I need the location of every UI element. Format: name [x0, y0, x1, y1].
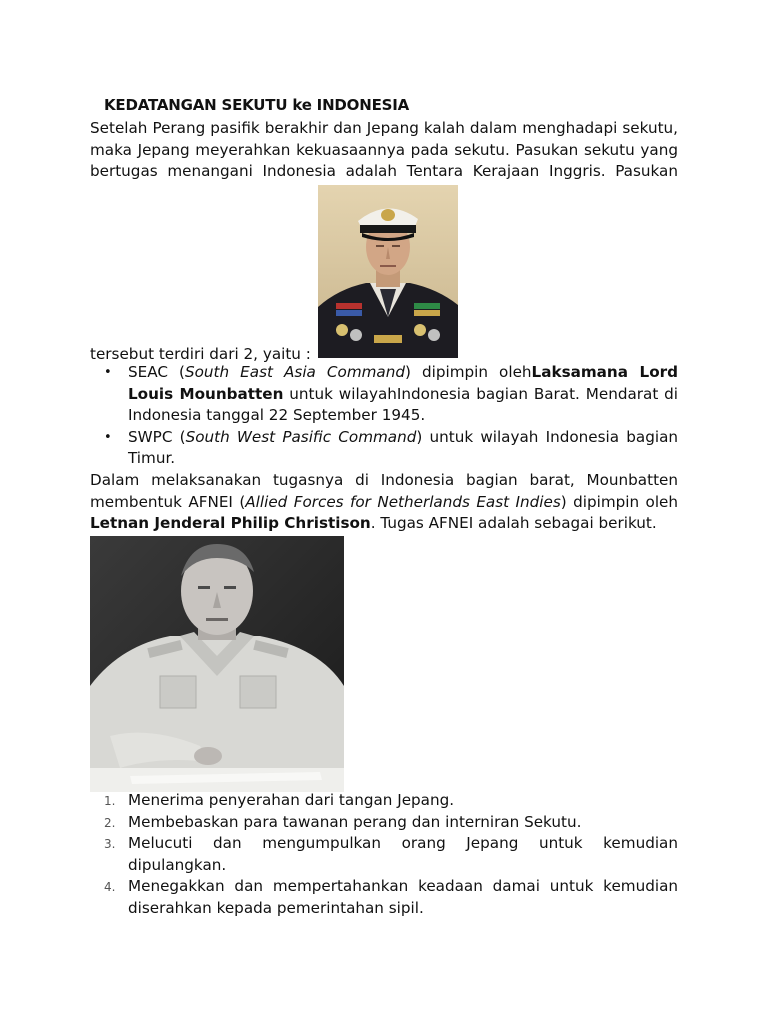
- seac-prefix: SEAC (: [128, 363, 185, 381]
- item-number: 1.: [104, 794, 116, 808]
- list-item: [90, 812, 678, 834]
- seac-italic: South East Asia Command: [184, 363, 405, 381]
- list-item: [90, 876, 678, 919]
- intro-paragraph: [90, 118, 678, 183]
- list-item: [90, 362, 678, 427]
- afnei-text-c: . Tugas AFNEI adalah sebagai berikut.: [370, 514, 657, 532]
- list-item: [90, 427, 678, 470]
- seac-suffix: untuk wilayahIndonesia bagian Barat. Mendarat di Indonesia tanggal 22 September 1945.: [128, 384, 679, 424]
- item-number: 2.: [104, 815, 116, 830]
- intro-line: maka Jepang meyerahkan kekuasaannya pada sekutu. Pasukan sekutu yang: [90, 140, 678, 159]
- document-title: KEDATANGAN SEKUTU ke INDONESIA: [104, 96, 410, 114]
- list-item: [90, 833, 678, 876]
- intro-line: Setelah Perang pasifik berakhir dan Jepang kalah dalam menghadapi sekutu,: [90, 119, 678, 137]
- task-text: Membebaskan para tawanan perang dan interniran Sekutu.: [128, 812, 582, 831]
- afnei-text-a: Dalam melaksanakan tugasnya di Indonesia bagian barat, Mounbatten membentuk AFNEI (: [90, 471, 678, 511]
- swpc-prefix: SWPC (: [128, 427, 186, 446]
- christison-photo: [90, 536, 344, 792]
- item-number: 4.: [104, 880, 116, 894]
- bullet-marker: •: [104, 429, 112, 445]
- intro-line: bertugas menangani Indonesia adalah Tentara Kerajaan Inggris. Pasukan: [90, 162, 678, 180]
- afnei-leader: Letnan Jenderal Philip Christison: [90, 514, 371, 532]
- task-text: Menerima penyerahan dari tangan Jepang.: [128, 791, 455, 809]
- afnei-text-b: ) dipimpin oleh: [560, 492, 679, 511]
- mountbatten-portrait: [318, 185, 458, 358]
- task-text: Menegakkan dan mempertahankan keadaan damai untuk kemudian diserahkan kepada pemerintahan sipil.: [128, 877, 678, 917]
- item-number: 3.: [104, 837, 116, 851]
- bullet-marker: •: [104, 365, 112, 380]
- afnei-paragraph: [90, 470, 678, 535]
- afnei-task-list: [90, 790, 678, 919]
- seac-mid: ) dipimpin oleh: [404, 363, 532, 381]
- list-item: [90, 790, 678, 812]
- swpc-suffix: ) untuk wilayah Indonesia bagian Timur.: [128, 427, 678, 467]
- afnei-italic: Allied Forces for Netherlands East Indies: [245, 492, 561, 511]
- intro-continuation: tersebut terdiri dari 2, yaitu :: [90, 345, 311, 363]
- seac-leader: Laksamana Lord Louis Mounbatten: [128, 363, 679, 403]
- swpc-italic: South West Pasific Command: [185, 427, 417, 446]
- task-text: Melucuti dan mengumpulkan orang Jepang untuk kemudian dipulangkan.: [128, 834, 678, 874]
- command-list: [90, 362, 678, 470]
